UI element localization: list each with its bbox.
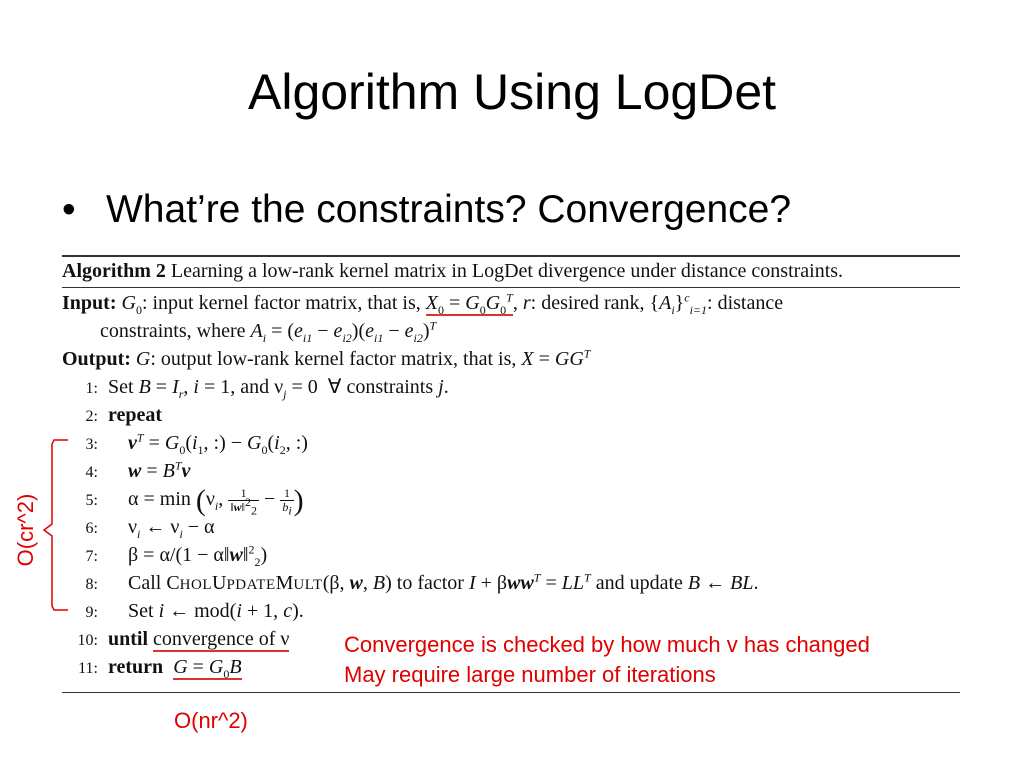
bullet-point (62, 186, 791, 234)
algorithm-box (62, 255, 960, 695)
step-11: 11: return $G = G_0B$ (78, 656, 242, 681)
algorithm-caption: Learning a low-rank kernel matrix in LogDet divergence under distance constraints. (170, 260, 844, 282)
input-line: Input: $G_0$: input kernel factor matrix, that is, $X_0 = G_0G_0^T$, r: desired rank, $\{A_i\}^c_{i=1}$: distance (62, 290, 784, 317)
step-2: 2: repeat (85, 404, 163, 426)
input-label: Input: (62, 292, 117, 314)
output-line: Output: G: output low-rank kernel factor matrix, that is, $X = GG^T$ (62, 346, 591, 370)
header-rule (62, 287, 960, 288)
output-label: Output: (62, 348, 131, 370)
algorithm-label: Algorithm 2 (62, 260, 166, 282)
step-6: 6: $\nu_i$ ← $\nu_i - \alpha$ (85, 516, 215, 541)
inner-cost-label: O(cr^2) (13, 493, 38, 567)
slide-title: Algorithm Using LogDet (247, 64, 777, 120)
bottom-rule (62, 692, 960, 693)
convergence-note-1: Convergence is checked by how much v has changed (344, 632, 870, 657)
step-4: 4: $w = B^Tv$ (85, 458, 191, 482)
bullet-symbol: • (62, 188, 76, 231)
step-10: 10: until convergence of ν (77, 628, 290, 650)
convergence-note-2: May require large number of iterations (344, 662, 716, 687)
step-5: 5: $\alpha = \min (\nu_i$, $\frac{1}{‖w‖^2_2}$ − $\frac{1}{b_i}$ ) (85, 484, 304, 518)
step-3: 3: $v^T = G_0(i_1$, :) − $G_0(i_2$, :) (85, 430, 308, 457)
input-line-2: constraints, where $A_i = (e_{i1} - e_{i2})(e_{i1} - e_{i2})^T$ (100, 318, 437, 345)
step-8: 8: Call CHOLUPDATEMULT(β, w, B) to factor $I + \beta ww^T = LL^T$ and update B ← BL. (85, 570, 759, 594)
outer-cost-label: O(nr^2) (174, 708, 248, 733)
step-1: 1: Set $B = I_r$, i = 1, and $\nu_j = 0$ ∀ constraints j. (85, 376, 449, 401)
step-9: 9: Set i ← mod(i + 1, c). (85, 600, 304, 622)
bullet-text: What’re the constraints? Convergence? (106, 188, 792, 231)
step-7: 7: β = α/(1 − α‖w‖$^2_2$) (85, 542, 268, 569)
algorithm-header (62, 257, 960, 285)
